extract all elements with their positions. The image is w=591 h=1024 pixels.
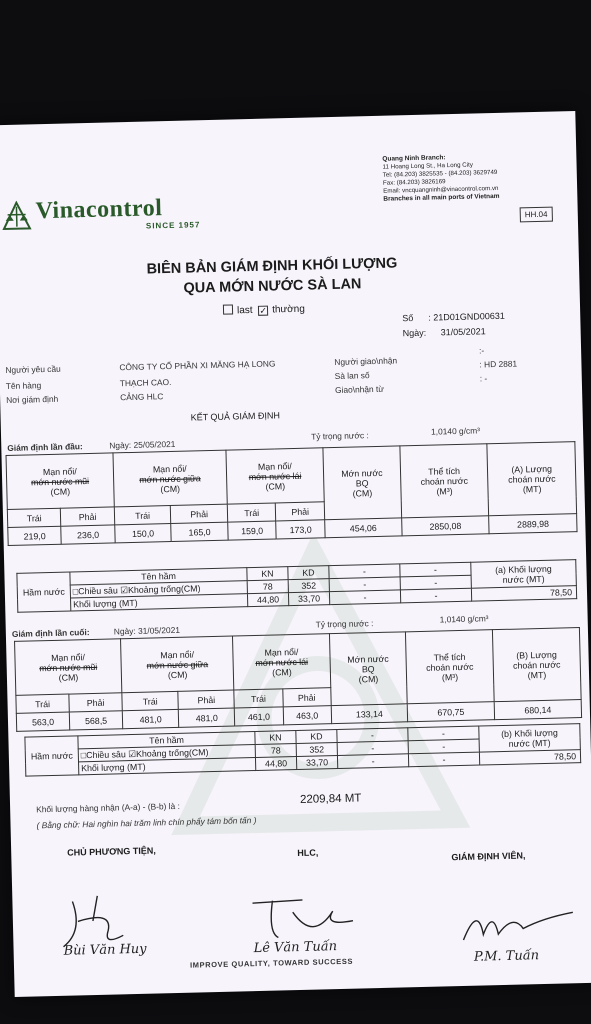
first-kl-nuoc-label: (a) Khối lượng nước (MT) — [471, 560, 577, 589]
ham-nuoc-label: Hầm nước — [25, 736, 79, 776]
khoi-luong-label: Khối lượng (MT) — [79, 758, 256, 775]
head-mui: Mạn nổi/ mớn nước mũi (CM) — [15, 639, 122, 696]
first-date: Ngày: 25/05/2021 — [109, 438, 176, 451]
head-lai: Mạn nổi/ mớn nước lái (CM) — [226, 448, 324, 504]
ten-hang-label: Tên hàng — [5, 380, 42, 392]
first-kd-depth: 352 — [288, 579, 329, 593]
signature-3 — [453, 897, 584, 950]
nguoi-giao-value: :- — [478, 345, 485, 356]
first-label: Giám định lần đầu: — [7, 441, 83, 453]
first-bq: 454,06 — [325, 518, 402, 538]
nguoi-yeu-cau-value: CÔNG TY CỔ PHẦN XI MĂNG HẠ LONG — [119, 358, 276, 373]
first-giua-phai: 165,0 — [171, 522, 228, 541]
branch-address: 11 Hoang Long St., Ha Long City — [382, 161, 473, 171]
trai: Trái — [122, 691, 179, 710]
chieu-sau-label: □Chiều sâu ☑Khoảng trống(CM) — [78, 745, 255, 762]
ham-nuoc-label: Hầm nước — [17, 572, 71, 612]
first-kl-nuoc: 78,50 — [471, 586, 576, 602]
head-the-tich: Thể tích choán nước (M³) — [405, 630, 494, 704]
branch-email: Email: vncquangninh@vinacontrol.com.vn — [383, 184, 499, 195]
phai: Phải — [282, 688, 331, 707]
giao-nhan-tu-value: : - — [479, 373, 488, 384]
phai: Phải — [276, 502, 325, 521]
phai: Phải — [61, 507, 115, 526]
trai: Trái — [227, 503, 276, 522]
trai: Trái — [7, 508, 61, 527]
document-page — [0, 111, 591, 997]
first-draft-table — [5, 438, 577, 546]
last-ty-trong-value: 1,0140 g/cm³ — [439, 613, 489, 625]
last-label: Giám định lần cuối: — [11, 627, 90, 639]
last-lai-trai: 461,0 — [235, 707, 284, 726]
so-value: : 21D01GND00631 — [428, 310, 505, 323]
result-words: ( Bằng chữ: Hai nghìn hai trăm linh chín phẩy tám bốn tấn ) — [36, 815, 257, 831]
first-lai-trai: 159,0 — [228, 521, 277, 540]
signature-3-name: P.M. Tuấn — [473, 948, 540, 965]
head-luong: (A) Lượng choán nước (MT) — [487, 442, 576, 516]
thuong-checkbox[interactable]: ✓ — [259, 305, 268, 316]
giao-nhan-tu-label: Giao\nhận từ — [334, 383, 385, 395]
last-mui-phai: 568,5 — [69, 711, 122, 730]
company-logo-text: Vinacontrol — [35, 195, 163, 225]
first-ty-trong-label: Tỷ trọng nước : — [311, 430, 369, 442]
head-giua: Mạn nổi/ mớn nước giữa (CM) — [113, 450, 227, 507]
signature-2-name: Lê Văn Tuấn — [253, 939, 338, 957]
first-lai-phai: 173,0 — [276, 520, 325, 539]
phai: Phải — [171, 504, 228, 523]
chu-phuong-tien-label: CHỦ PHƯƠNG TIỆN, — [67, 845, 156, 858]
first-mui-phai: 236,0 — [61, 525, 115, 544]
first-luong: 2889,98 — [489, 514, 577, 534]
first-kn-mass: 44,80 — [247, 593, 288, 607]
head-giua: Mạn nổi/ mớn nước giữa (CM) — [121, 636, 235, 693]
ket-qua-heading: KẾT QUẢ GIÁM ĐỊNH — [190, 410, 281, 423]
head-mui: Mạn nổi/ mớn nước mũi (CM) — [6, 453, 114, 510]
type-checkboxes — [223, 303, 305, 317]
scale-logo-icon — [1, 200, 32, 231]
thuong-label: thường — [272, 303, 305, 316]
dash-cell: - — [408, 752, 479, 767]
last-bq: 133,14 — [331, 704, 408, 724]
dash-cell: - — [400, 575, 471, 590]
noi-giam-dinh-value: CẢNG HLC — [119, 391, 164, 403]
first-the-tich: 2850,08 — [401, 516, 489, 536]
branch-info — [382, 151, 563, 203]
dash-cell: - — [400, 588, 471, 603]
first-ty-trong-value: 1,0140 g/cm³ — [430, 425, 481, 437]
last-ballast-table — [24, 723, 581, 777]
last-giua-phai: 481,0 — [178, 708, 235, 727]
sa-lan-label: Sà lan số — [334, 370, 370, 381]
ngay-value: 31/05/2021 — [440, 326, 486, 338]
phai: Phải — [69, 693, 122, 712]
last-date: Ngày: 31/05/2021 — [113, 624, 181, 637]
last-kd-mass: 33,70 — [296, 756, 337, 770]
ten-ham-label: Tên hầm — [70, 568, 247, 585]
head-the-tich: Thể tích choán nước (M³) — [400, 444, 489, 518]
last-label: last — [236, 304, 253, 317]
nguoi-yeu-cau-label: Người yêu cầu — [5, 363, 61, 376]
chieu-sau-label: □Chiều sâu ☑Khoảng trống(CM) — [70, 581, 247, 598]
khoi-luong-label: Khối lượng (MT) — [71, 594, 248, 611]
dash-cell: - — [329, 577, 400, 592]
title-line-2: QUA MỚN NƯỚC SÀ LAN — [183, 276, 362, 297]
signature-1-name: Bùi Văn Huy — [63, 941, 147, 959]
noi-giam-dinh-label: Nơi giám định — [6, 393, 59, 406]
branch-ports: Branches in all main ports of Vietnam — [383, 192, 500, 203]
so-label: Số — [402, 313, 414, 324]
dash-cell: - — [337, 728, 408, 743]
last-kd-depth: 352 — [296, 743, 337, 757]
result-value: 2209,84 MT — [299, 792, 362, 806]
company-since: SINCE 1957 — [145, 220, 201, 231]
branch-tel: Tel: (84.203) 3825535 - (84.203) 3629749 — [382, 168, 498, 179]
footer-slogan: IMPROVE QUALITY, TOWARD SUCCESS — [189, 956, 354, 970]
head-bq: Mớn nước BQ (CM) — [323, 446, 401, 520]
dash-cell: - — [329, 564, 400, 579]
head-luong: (B) Lượng choán nước (MT) — [492, 628, 581, 702]
kd-label: KD — [296, 730, 337, 744]
trai: Trái — [234, 689, 283, 708]
phai: Phải — [178, 690, 235, 709]
hlc-label: HLC, — [297, 847, 319, 859]
kn-label: KN — [247, 567, 288, 581]
trai: Trái — [114, 506, 171, 525]
ngay-label: Ngày: — [402, 327, 427, 339]
last-lai-phai: 463,0 — [283, 706, 332, 725]
head-bq: Mớn nước BQ (CM) — [329, 632, 407, 706]
dash-cell: - — [408, 726, 479, 741]
form-code: HH.04 — [520, 207, 553, 223]
last-kl-nuoc-label: (b) Khối lượng nước (MT) — [479, 724, 581, 752]
branch-title: Quang Ninh Branch: — [382, 154, 446, 163]
dash-cell: - — [337, 741, 408, 756]
first-mui-trai: 219,0 — [8, 526, 62, 545]
first-kn-depth: 78 — [247, 580, 288, 594]
last-mui-trai: 563,0 — [16, 712, 69, 731]
dash-cell: - — [400, 562, 471, 577]
last-kn-depth: 78 — [255, 744, 296, 758]
ten-ham-label: Tên hầm — [78, 732, 255, 749]
last-ty-trong-label: Tỷ trọng nước : — [315, 618, 374, 630]
last-giua-trai: 481,0 — [122, 709, 179, 728]
first-giua-trai: 150,0 — [115, 524, 172, 543]
nguoi-giao-label: Người giao\nhận — [334, 355, 398, 367]
sa-lan-value: : HD 2881 — [479, 358, 518, 370]
dash-cell: - — [408, 739, 479, 754]
last-the-tich: 670,75 — [407, 702, 494, 722]
giam-dinh-vien-label: GIÁM ĐỊNH VIÊN, — [451, 850, 526, 863]
branch-fax: Fax: (84.203) 3826169 — [382, 178, 446, 187]
ten-hang-value: THẠCH CAO. — [119, 376, 172, 389]
result-label: Khối lượng hàng nhận (A-a) - (B-b) là : — [36, 800, 181, 815]
dash-cell: - — [337, 754, 408, 769]
last-luong: 680,14 — [494, 700, 581, 720]
first-kd-mass: 33,70 — [288, 592, 329, 606]
trai: Trái — [16, 694, 69, 713]
kd-label: KD — [288, 566, 329, 580]
first-ballast-table — [16, 559, 577, 613]
last-kl-nuoc: 78,50 — [479, 750, 580, 765]
head-lai: Mạn nổi/ mớn nước lái (CM) — [233, 634, 331, 690]
title-line-1: BIÊN BẢN GIÁM ĐỊNH KHỐI LƯỢNG — [146, 255, 398, 278]
last-kn-mass: 44,80 — [255, 757, 296, 771]
last-checkbox[interactable] — [223, 304, 233, 314]
dash-cell: - — [329, 590, 400, 605]
kn-label: KN — [255, 731, 296, 745]
